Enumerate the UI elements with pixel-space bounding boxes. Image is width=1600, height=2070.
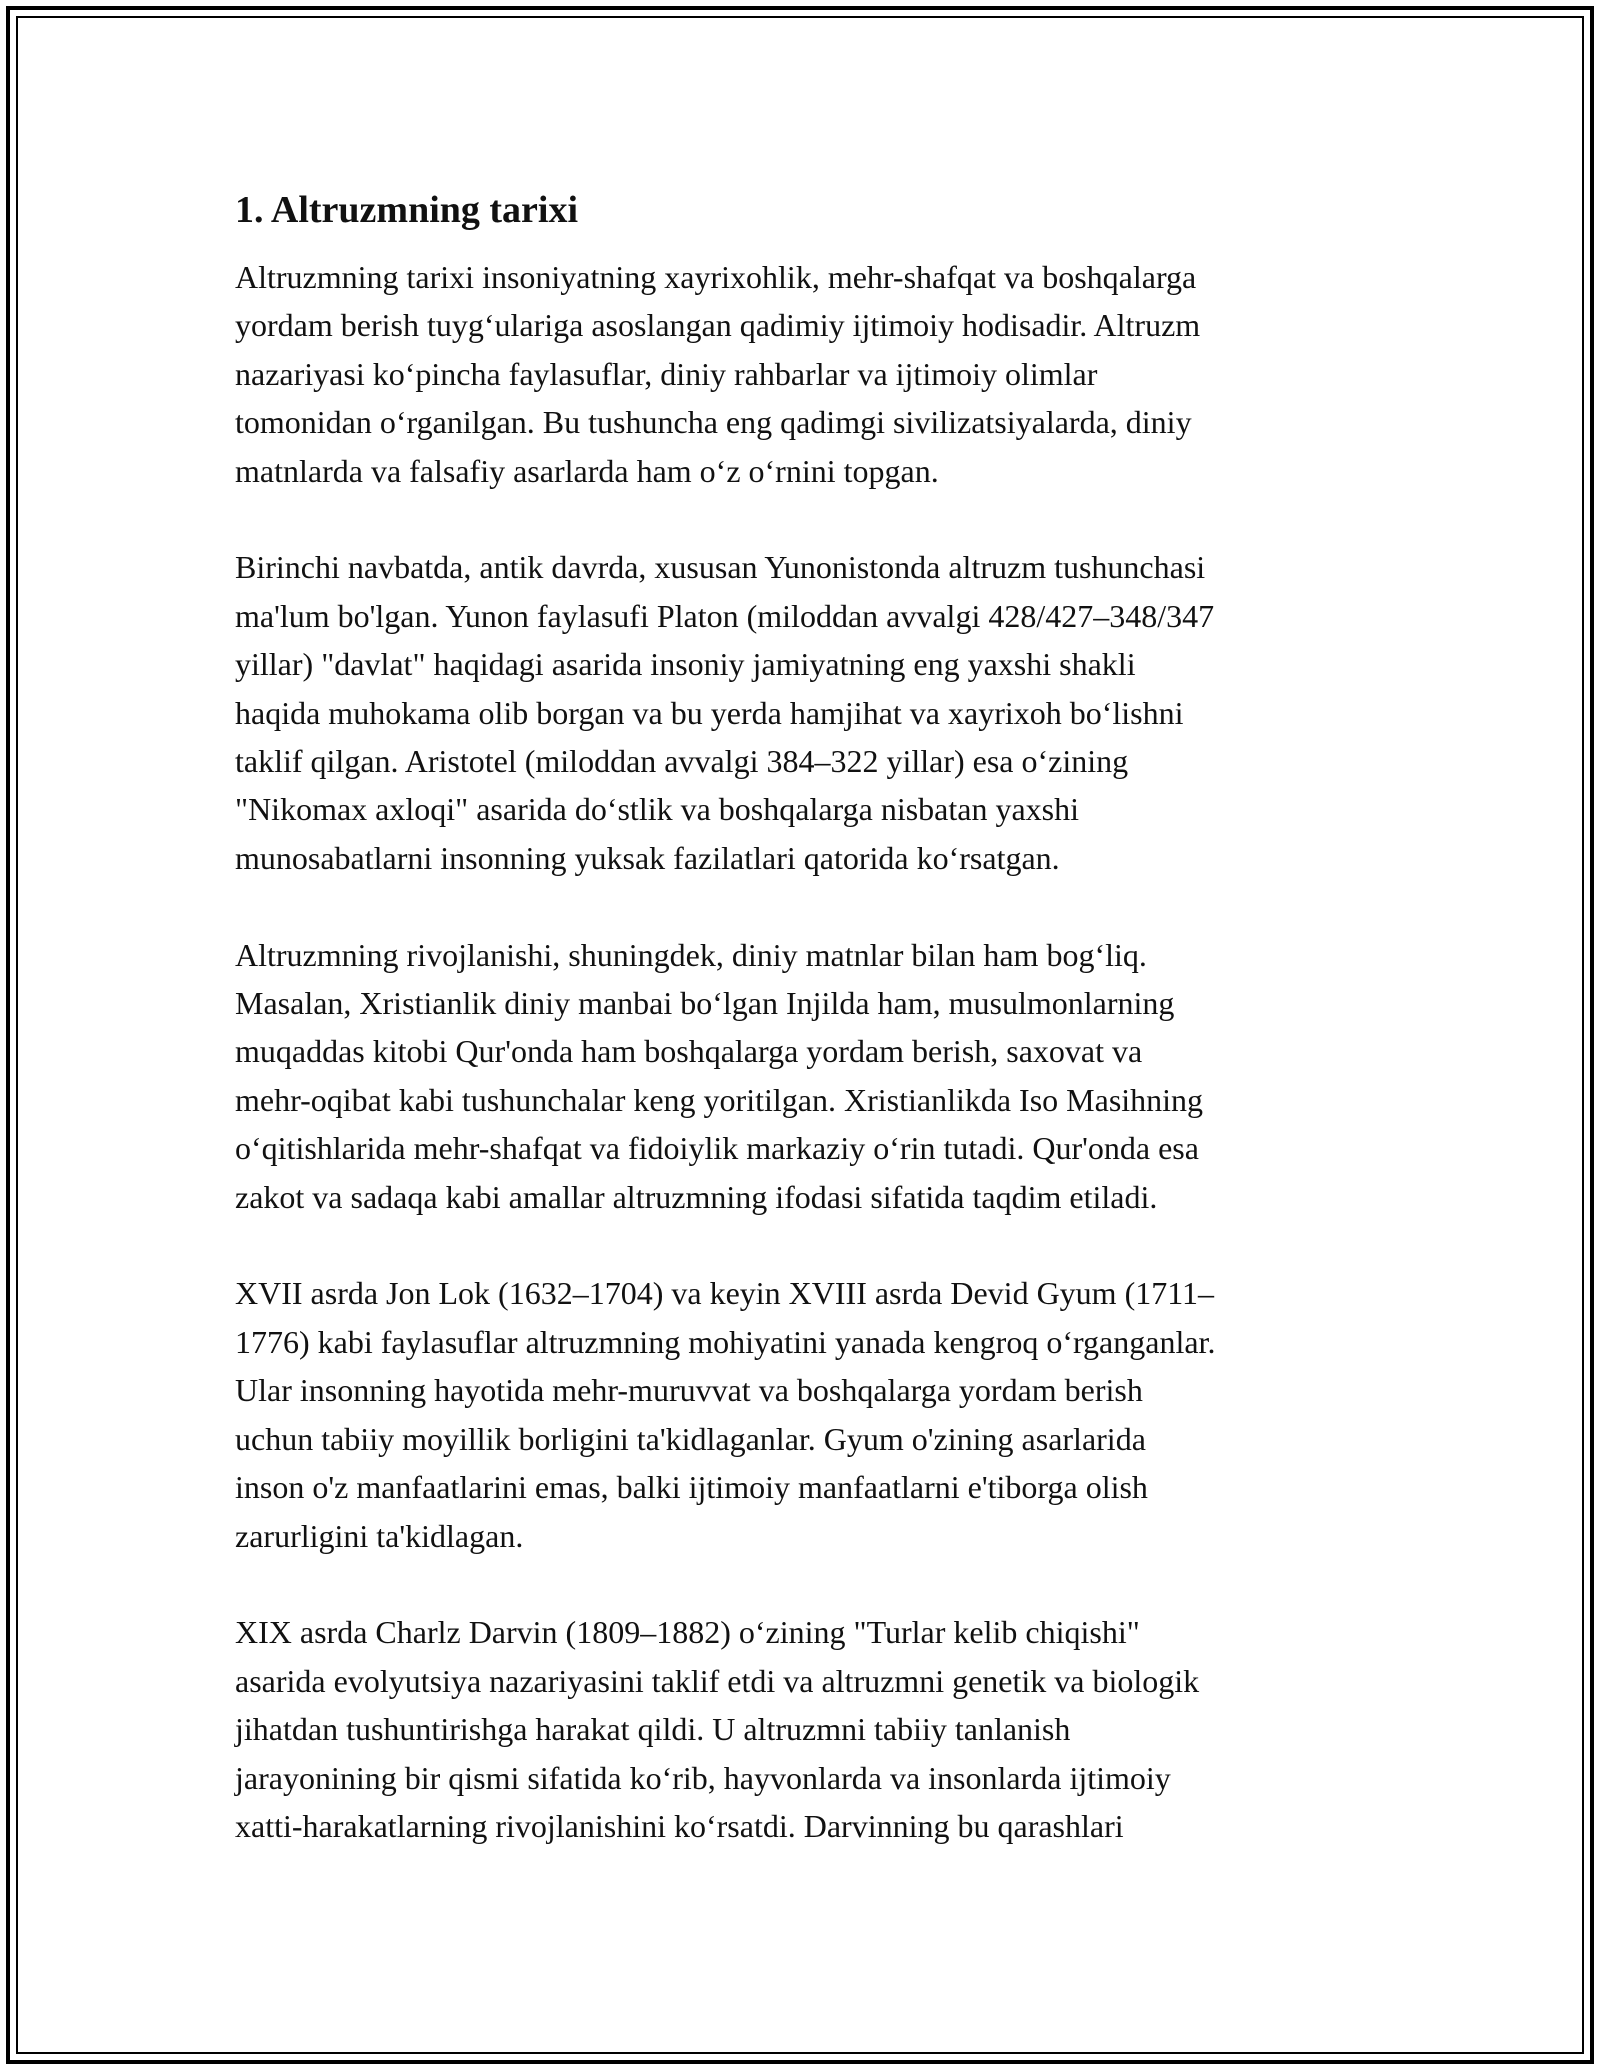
paragraph-line: haqida muhokama olib borgan va bu yerda hamjihat va xayrixoh bo‘lishni — [235, 694, 1184, 731]
paragraph-line: mehr-oqibat kabi tushunchalar keng yoritilgan. Xristianlikda Iso Masihning — [235, 1081, 1204, 1118]
paragraph-line: munosabatlarni insonning yuksak fazilatlari qatorida ko‘rsatgan. — [235, 839, 1060, 876]
paragraph-line: jarayonining bir qismi sifatida ko‘rib, hayvonlarda va insonlarda ijtimoiy — [235, 1759, 1171, 1796]
paragraph-line: yordam berish tuyg‘ulariga asoslangan qadimiy ijtimoiy hodisadir. Altruzm — [235, 307, 1201, 344]
paragraph-line: XVII asrda Jon Lok (1632–1704) va keyin XVIII asrda Devid Gyum (1711– — [235, 1275, 1215, 1312]
document-body — [235, 186, 1375, 1899]
paragraph — [235, 543, 1375, 882]
paragraph-line: XIX asrda Charlz Darvin (1809–1882) o‘zining "Turlar kelib chiqishi" — [235, 1614, 1140, 1651]
paragraph-line: Ular insonning hayotida mehr-muruvvat va boshqalarga yordam berish — [235, 1372, 1143, 1409]
paragraph — [235, 1608, 1375, 1850]
paragraph-line: muqaddas kitobi Qur'onda ham boshqalarga yordam berish, saxovat va — [235, 1033, 1143, 1070]
paragraph-line: tomonidan o‘rganilgan. Bu tushuncha eng qadimgi sivilizatsiyalarda, diniy — [235, 404, 1192, 441]
paragraph-line: zarurligini ta'kidlagan. — [235, 1517, 524, 1554]
paragraph — [235, 1269, 1375, 1559]
paragraph-line: Altruzmning tarixi insoniyatning xayrixohlik, mehr-shafqat va boshqalarga — [235, 259, 1197, 295]
paragraph-line: zakot va sadaqa kabi amallar altruzmning ifodasi sifatida taqdim etiladi. — [235, 1178, 1158, 1215]
paragraph — [235, 253, 1375, 495]
paragraph-line: 1776) kabi faylasuflar altruzmning mohiyatini yanada kengroq o‘rganganlar. — [235, 1323, 1216, 1360]
paragraph-line: matnlarda va falsafiy asarlarda ham o‘z o‘rnini topgan. — [235, 452, 939, 489]
paragraph-line: taklif qilgan. Aristotel (miloddan avvalgi 384–322 yillar) esa o‘zining — [235, 743, 1129, 780]
paragraph-line: yillar) "davlat" haqidagi asarida insoniy jamiyatning eng yaxshi shakli — [235, 646, 1136, 683]
paragraph-line: Altruzmning rivojlanishi, shuningdek, diniy matnlar bilan ham bog‘liq. — [235, 936, 1147, 973]
paragraph-line: uchun tabiiy moyillik borligini ta'kidlaganlar. Gyum o'zining asarlarida — [235, 1420, 1146, 1457]
paragraph-line: nazariyasi ko‘pincha faylasuflar, diniy rahbarlar va ijtimoiy olimlar — [235, 355, 1098, 392]
paragraph-line: xatti-harakatlarning rivojlanishini ko‘rsatdi. Darvinning bu qarashlari — [235, 1807, 1124, 1844]
section-heading: 1. Altruzmning tarixi — [235, 189, 579, 231]
paragraph-line: inson o'z manfaatlarini emas, balki ijtimoiy manfaatlarni e'tiborga olish — [235, 1469, 1148, 1506]
paragraph-line: o‘qitishlarida mehr-shafqat va fidoiylik markaziy o‘rin tutadi. Qur'onda esa — [235, 1130, 1199, 1167]
paragraph-line: "Nikomax axloqi" asarida do‘stlik va boshqalarga nisbatan yaxshi — [235, 791, 1080, 828]
paragraph-line: jihatdan tushuntirishga harakat qildi. U altruzmni tabiiy tanlanish — [235, 1711, 1071, 1748]
paragraph — [235, 931, 1375, 1221]
paragraph-list — [235, 253, 1375, 1850]
paragraph-line: ma'lum bo'lgan. Yunon faylasufi Platon (miloddan avvalgi 428/427–348/347 — [235, 597, 1215, 634]
paragraph-line: asarida evolyutsiya nazariyasini taklif etdi va altruzmni genetik va biologik — [235, 1662, 1200, 1699]
paragraph-line: Birinchi navbatda, antik davrda, xususan Yunonistonda altruzm tushunchasi — [235, 549, 1206, 586]
paragraph-line: Masalan, Xristianlik diniy manbai bo‘lgan Injilda ham, musulmonlarning — [235, 985, 1175, 1022]
